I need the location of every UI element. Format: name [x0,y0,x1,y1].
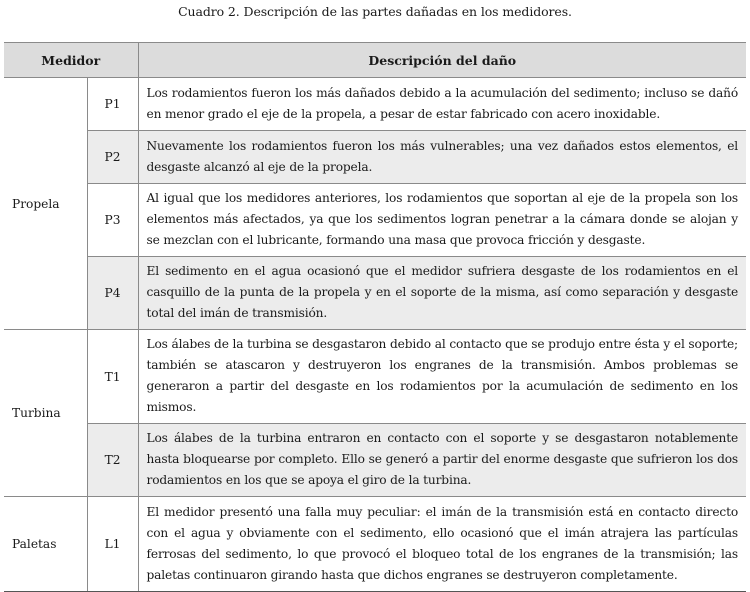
damage-description: Nuevamente los rodamientos fueron los más vulnerables; una vez dañados estos elementos, el desgaste alcanzó al eje de la propela. [138,131,746,184]
group-label-propela: Propela [4,78,87,330]
table-row [4,78,746,131]
meter-code: P3 [87,184,138,257]
damage-description: Los rodamientos fueron los más dañados debido a la acumulación del sedimento; incluso se dañó en menor grado el eje de la propela, a pesar de estar fabricado con acero inoxidable. [138,78,746,131]
damage-description: Los álabes de la turbina se desgastaron debido al contacto que se produjo entre ésta y el soporte; también se atascaron y destruyeron los engranes de la transmisión. Ambos problemas se generaron a partir del desgaste en los rodamientos por la acumulación de sedimento en los mismos. [138,330,746,424]
group-label-turbina: Turbina [4,330,87,497]
damage-description: Al igual que los medidores anteriores, los rodamientos que soportan al eje de la propela son los elementos más afectados, ya que los sedimentos logran penetrar a la cámara donde se alojan y se mezclan con el lubricante, formando una masa que provoca fricción y desgaste. [138,184,746,257]
table-row [4,330,746,424]
table-row [4,257,746,330]
meter-code: T2 [87,424,138,497]
header-descripcion: Descripción del daño [138,43,746,78]
meter-code: T1 [87,330,138,424]
table-header-row [4,43,746,78]
table-row [4,131,746,184]
meter-code: P4 [87,257,138,330]
header-medidor: Medidor [4,43,138,78]
table-caption: Cuadro 2. Descripción de las partes dañadas en los medidores. [178,4,572,19]
meter-code: P2 [87,131,138,184]
table-row [4,424,746,497]
meter-code: P1 [87,78,138,131]
meter-code: L1 [87,497,138,592]
table-row [4,497,746,592]
damage-description: Los álabes de la turbina entraron en contacto con el soporte y se desgastaron notablemente hasta bloquearse por completo. Ello se generó a partir del enorme desgaste que sufrieron los dos rodamientos en los que se apoya el giro de la turbina. [138,424,746,497]
damage-description-table [4,42,746,592]
damage-description: El sedimento en el agua ocasionó que el medidor sufriera desgaste de los rodamientos en el casquillo de la punta de la propela y en el soporte de la misma, así como separación y desgaste total del imán de transmisión. [138,257,746,330]
table-row [4,184,746,257]
group-label-paletas: Paletas [4,497,87,592]
damage-description: El medidor presentó una falla muy peculiar: el imán de la transmisión está en contacto directo con el agua y obviamente con el sedimento, ello ocasionó que el imán atrajera las partículas ferrosas del sedimento, lo que provocó el bloqueo total de los engranes de la transmisión; las paletas continuaron girando hasta que dichos engranes se destruyeron completamente. [138,497,746,592]
